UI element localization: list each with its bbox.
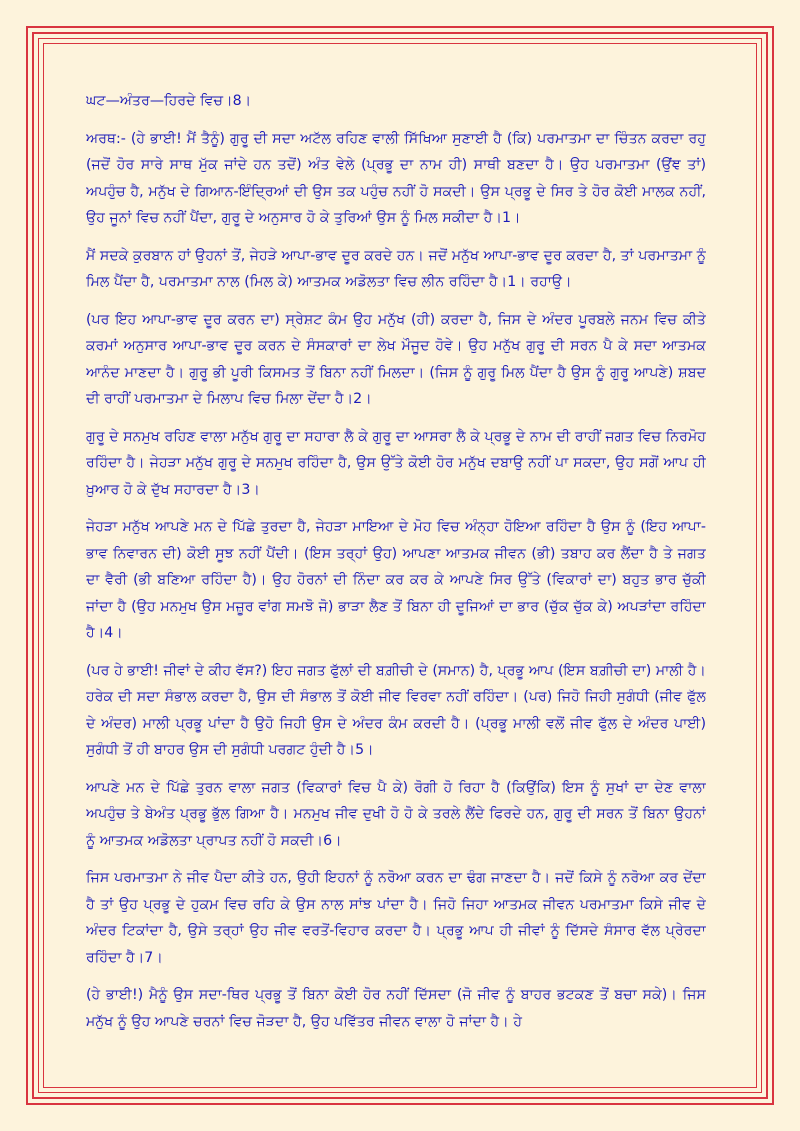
paragraph-2: (ਪਰ ਇਹ ਆਪਾ-ਭਾਵ ਦੂਰ ਕਰਨ ਦਾ) ਸ੍ਰੇਸ਼ਟ ਕੰਮ ਉਹ ਮਨੁੱਖ (ਹੀ) ਕਰਦਾ ਹੈ, ਜਿਸ ਦੇ ਅੰਦਰ ਪੂਰਬਲੇ ਜਨਮ ਵਿਚ ਕੀਤੇ ਕਰਮਾਂ ਅਨੁਸਾਰ ਆਪਾ-ਭਾਵ ਦੂਰ ਕਰਨ ਦੇ ਸੰਸਕਾਰਾਂ ਦਾ ਲੇਖ ਮੌਜੂਦ ਹੋਵੇ। ਉਹ ਮਨੁੱਖ ਗੁਰੂ ਦੀ ਸਰਨ ਪੈ ਕੇ ਸਦਾ ਆਤਮਕ ਆਨੰਦ ਮਾਣਦਾ ਹੈ। ਗੁਰੂ ਭੀ ਪੂਰੀ ਕਿਸਮਤ ਤੋਂ ਬਿਨਾ ਨਹੀਂ ਮਿਲਦਾ। (ਜਿਸ ਨੂੰ ਗੁਰੂ ਮਿਲ ਪੈਂਦਾ ਹੈ ਉਸ ਨੂੰ ਗੁਰੂ ਆਪਣੇ) ਸ਼ਬਦ ਦੀ ਰਾਹੀਂ ਪਰਮਾਤਮਾ ਦੇ ਮਿਲਾਪ ਵਿਚ ਮਿਲਾ ਦੇਂਦਾ ਹੈ।2। (86, 311, 706, 407)
paragraph-6: ਆਪਣੇ ਮਨ ਦੇ ਪਿੱਛੇ ਤੁਰਨ ਵਾਲਾ ਜਗਤ (ਵਿਕਾਰਾਂ ਵਿਚ ਪੈ ਕੇ) ਰੋਗੀ ਹੋ ਰਿਹਾ ਹੈ (ਕਿਉਂਕਿ) ਇਸ ਨੂੰ ਸੁਖਾਂ ਦਾ ਦੇਣ ਵਾਲਾ ਅਪਹੁੰਚ ਤੇ ਬੇਅੰਤ ਪ੍ਰਭੂ ਭੁੱਲ ਗਿਆ ਹੈ। ਮਨਮੁਖ ਜੀਵ ਦੁਖੀ ਹੋ ਹੋ ਕੇ ਤਰਲੇ ਲੈਂਦੇ ਫਿਰਦੇ ਹਨ, ਗੁਰੂ ਦੀ ਸਰਨ ਤੋਂ ਬਿਨਾ ਉਹਨਾਂ ਨੂੰ ਆਤਮਕ ਅਡੋਲਤਾ ਪ੍ਰਾਪਤ ਨਹੀਂ ਹੋ ਸਕਦੀ।6। (86, 779, 706, 849)
heading-text: ਘਟ—ਅੰਤਰ—ਹਿਰਦੇ ਵਿਚ।8। (86, 93, 252, 109)
paragraph-3: ਗੁਰੂ ਦੇ ਸਨਮੁਖ ਰਹਿਣ ਵਾਲਾ ਮਨੁੱਖ ਗੁਰੂ ਦਾ ਸਹਾਰਾ ਲੈ ਕੇ ਗੁਰੂ ਦਾ ਆਸਰਾ ਲੈ ਕੇ ਪ੍ਰਭੂ ਦੇ ਨਾਮ ਦੀ ਰਾਹੀਂ ਜਗਤ ਵਿਚ ਨਿਰਮੋਹ ਰਹਿੰਦਾ ਹੈ। ਜੇਹੜਾ ਮਨੁੱਖ ਗੁਰੂ ਦੇ ਸਨਮੁਖ ਰਹਿੰਦਾ ਹੈ, ਉਸ ਉੱਤੇ ਕੋਈ ਹੋਰ ਮਨੁੱਖ ਦਬਾਉ ਨਹੀਂ ਪਾ ਸਕਦਾ, ਉਹ ਸਗੋਂ ਆਪ ਹੀ ਖ਼ੁਆਰ ਹੋ ਕੇ ਦੁੱਖ ਸਹਾਰਦਾ ਹੈ।3। (86, 428, 706, 498)
paragraph-5: (ਪਰ ਹੇ ਭਾਈ! ਜੀਵਾਂ ਦੇ ਕੀਹ ਵੱਸ?) ਇਹ ਜਗਤ ਫੁੱਲਾਂ ਦੀ ਬਗ਼ੀਚੀ ਦੇ (ਸਮਾਨ) ਹੈ, ਪ੍ਰਭੂ ਆਪ (ਇਸ ਬਗ਼ੀਚੀ ਦਾ) ਮਾਲੀ ਹੈ। ਹਰੇਕ ਦੀ ਸਦਾ ਸੰਭਾਲ ਕਰਦਾ ਹੈ, ਉਸ ਦੀ ਸੰਭਾਲ ਤੋਂ ਕੋਈ ਜੀਵ ਵਿਰਵਾ ਨਹੀਂ ਰਹਿੰਦਾ। (ਪਰ) ਜਿਹੋ ਜਿਹੀ ਸੁਗੰਧੀ (ਜੀਵ ਫੁੱਲ ਦੇ ਅੰਦਰ) ਮਾਲੀ ਪ੍ਰਭੂ ਪਾਂਦਾ ਹੈ ਉਹੋ ਜਿਹੀ ਉਸ ਦੇ ਅੰਦਰ ਕੰਮ ਕਰਦੀ ਹੈ। (ਪ੍ਰਭੂ ਮਾਲੀ ਵਲੋਂ ਜੀਵ ਫੁੱਲ ਦੇ ਅੰਦਰ ਪਾਈ) ਸੁਗੰਧੀ ਤੋਂ ਹੀ ਬਾਹਰ ਉਸ ਦੀ ਸੁਗੰਧੀ ਪਰਗਟ ਹੁੰਦੀ ਹੈ।5। (86, 662, 706, 758)
paragraph-4: ਜੇਹੜਾ ਮਨੁੱਖ ਆਪਣੇ ਮਨ ਦੇ ਪਿੱਛੇ ਤੁਰਦਾ ਹੈ, ਜੇਹੜਾ ਮਾਇਆ ਦੇ ਮੋਹ ਵਿਚ ਅੰਨ੍ਹਾ ਹੋਇਆ ਰਹਿੰਦਾ ਹੈ ਉਸ ਨੂੰ (ਇਹ ਆਪਾ-ਭਾਵ ਨਿਵਾਰਨ ਦੀ) ਕੋਈ ਸੂਝ ਨਹੀਂ ਪੈਂਦੀ। (ਇਸ ਤਰ੍ਹਾਂ ਉਹ) ਆਪਣਾ ਆਤਮਕ ਜੀਵਨ (ਭੀ) ਤਬਾਹ ਕਰ ਲੈਂਦਾ ਹੈ ਤੇ ਜਗਤ ਦਾ ਵੈਰੀ (ਭੀ ਬਣਿਆ ਰਹਿੰਦਾ ਹੈ)। ਉਹ ਹੋਰਨਾਂ ਦੀ ਨਿੰਦਾ ਕਰ ਕਰ ਕੇ ਆਪਣੇ ਸਿਰ ਉੱਤੇ (ਵਿਕਾਰਾਂ ਦਾ) ਬਹੁਤ ਭਾਰ ਚੁੱਕੀ ਜਾਂਦਾ ਹੈ (ਉਹ ਮਨਮੁਖ ਉਸ ਮਜ਼ੂਰ ਵਾਂਗ ਸਮਝੋ ਜੋ) ਭਾੜਾ ਲੈਣ ਤੋਂ ਬਿਨਾ ਹੀ ਦੂਜਿਆਂ ਦਾ ਭਾਰ (ਚੁੱਕ ਚੁੱਕ ਕੇ) ਅਪੜਾਂਦਾ ਰਹਿੰਦਾ ਹੈ।4। (86, 519, 706, 641)
paragraph-rahao: ਮੈਂ ਸਦਕੇ ਕੁਰਬਾਨ ਹਾਂ ਉਹਨਾਂ ਤੋਂ, ਜੇਹੜੇ ਆਪਾ-ਭਾਵ ਦੂਰ ਕਰਦੇ ਹਨ। ਜਦੋਂ ਮਨੁੱਖ ਆਪਾ-ਭਾਵ ਦੂਰ ਕਰਦਾ ਹੈ, ਤਾਂ ਪਰਮਾਤਮਾ ਨੂੰ ਮਿਲ ਪੈਂਦਾ ਹੈ, ਪਰਮਾਤਮਾ ਨਾਲ (ਮਿਲ ਕੇ) ਆਤਮਕ ਅਡੋਲਤਾ ਵਿਚ ਲੀਨ ਰਹਿੰਦਾ ਹੈ।1। ਰਹਾਉ। (86, 247, 706, 290)
paragraph-7: ਜਿਸ ਪਰਮਾਤਮਾ ਨੇ ਜੀਵ ਪੈਦਾ ਕੀਤੇ ਹਨ, ਉਹੀ ਇਹਨਾਂ ਨੂੰ ਨਰੋਆ ਕਰਨ ਦਾ ਢੰਗ ਜਾਣਦਾ ਹੈ। ਜਦੋਂ ਕਿਸੇ ਨੂੰ ਨਰੋਆ ਕਰ ਦੇਂਦਾ ਹੈ ਤਾਂ ਉਹ ਪ੍ਰਭੂ ਦੇ ਹੁਕਮ ਵਿਚ ਰਹਿ ਕੇ ਉਸ ਨਾਲ ਸਾਂਝ ਪਾਂਦਾ ਹੈ। ਜਿਹੋ ਜਿਹਾ ਆਤਮਕ ਜੀਵਨ ਪਰਮਾਤਮਾ ਕਿਸੇ ਜੀਵ ਦੇ ਅੰਦਰ ਟਿਕਾਂਦਾ ਹੈ, ਉਸੇ ਤਰ੍ਹਾਂ ਉਹ ਜੀਵ ਵਰਤੋਂ-ਵਿਹਾਰ ਕਰਦਾ ਹੈ। ਪ੍ਰਭੂ ਆਪ ਹੀ ਜੀਵਾਂ ਨੂੰ ਦਿੱਸਦੇ ਸੰਸਾਰ ਵੱਲ ਪ੍ਰੇਰਦਾ ਰਹਿੰਦਾ ਹੈ।7। (86, 870, 706, 966)
heading-line (86, 88, 706, 115)
paragraph-8-partial: (ਹੇ ਭਾਈ!) ਮੈਨੂੰ ਉਸ ਸਦਾ-ਥਿਰ ਪ੍ਰਭੂ ਤੋਂ ਬਿਨਾ ਕੋਈ ਹੋਰ ਨਹੀਂ ਦਿੱਸਦਾ (ਜੋ ਜੀਵ ਨੂੰ ਬਾਹਰ ਭਟਕਣ ਤੋਂ ਬਚਾ ਸਕੇ)। ਜਿਸ ਮਨੁੱਖ ਨੂੰ ਉਹ ਆਪਣੇ ਚਰਨਾਂ ਵਿਚ ਜੋੜਦਾ ਹੈ, ਉਹ ਪਵਿੱਤਰ ਜੀਵਨ ਵਾਲਾ ਹੋ ਜਾਂਦਾ ਹੈ। ਹੇ (86, 987, 706, 1030)
page-content (86, 88, 706, 1083)
paragraph-meaning: ਅਰਥ:- (ਹੇ ਭਾਈ! ਮੈਂ ਤੈਨੂੰ) ਗੁਰੂ ਦੀ ਸਦਾ ਅਟੱਲ ਰਹਿਣ ਵਾਲੀ ਸਿੱਖਿਆ ਸੁਣਾਈ ਹੈ (ਕਿ) ਪਰਮਾਤਮਾ ਦਾ ਚਿੰਤਨ ਕਰਦਾ ਰਹੁ (ਜਦੋਂ ਹੋਰ ਸਾਰੇ ਸਾਥ ਮੁੱਕ ਜਾਂਦੇ ਹਨ ਤਦੋਂ) ਅੰਤ ਵੇਲੇ (ਪ੍ਰਭੂ ਦਾ ਨਾਮ ਹੀ) ਸਾਥੀ ਬਣਦਾ ਹੈ। ਉਹ ਪਰਮਾਤਮਾ (ਉਂਞ ਤਾਂ) ਅਪਹੁੰਚ ਹੈ, ਮਨੁੱਖ ਦੇ ਗਿਆਨ-ਇੰਦ੍ਰਿਆਂ ਦੀ ਉਸ ਤਕ ਪਹੁੰਚ ਨਹੀਂ ਹੋ ਸਕਦੀ। ਉਸ ਪ੍ਰਭੂ ਦੇ ਸਿਰ ਤੇ ਹੋਰ ਕੋਈ ਮਾਲਕ ਨਹੀਂ, ਉਹ ਜੂਨਾਂ ਵਿਚ ਨਹੀਂ ਪੈਂਦਾ, ਗੁਰੂ ਦੇ ਅਨੁਸਾਰ ਹੋ ਕੇ ਤੁਰਿਆਂ ਉਸ ਨੂੰ ਮਿਲ ਸਕੀਦਾ ਹੈ।1। (86, 130, 706, 226)
